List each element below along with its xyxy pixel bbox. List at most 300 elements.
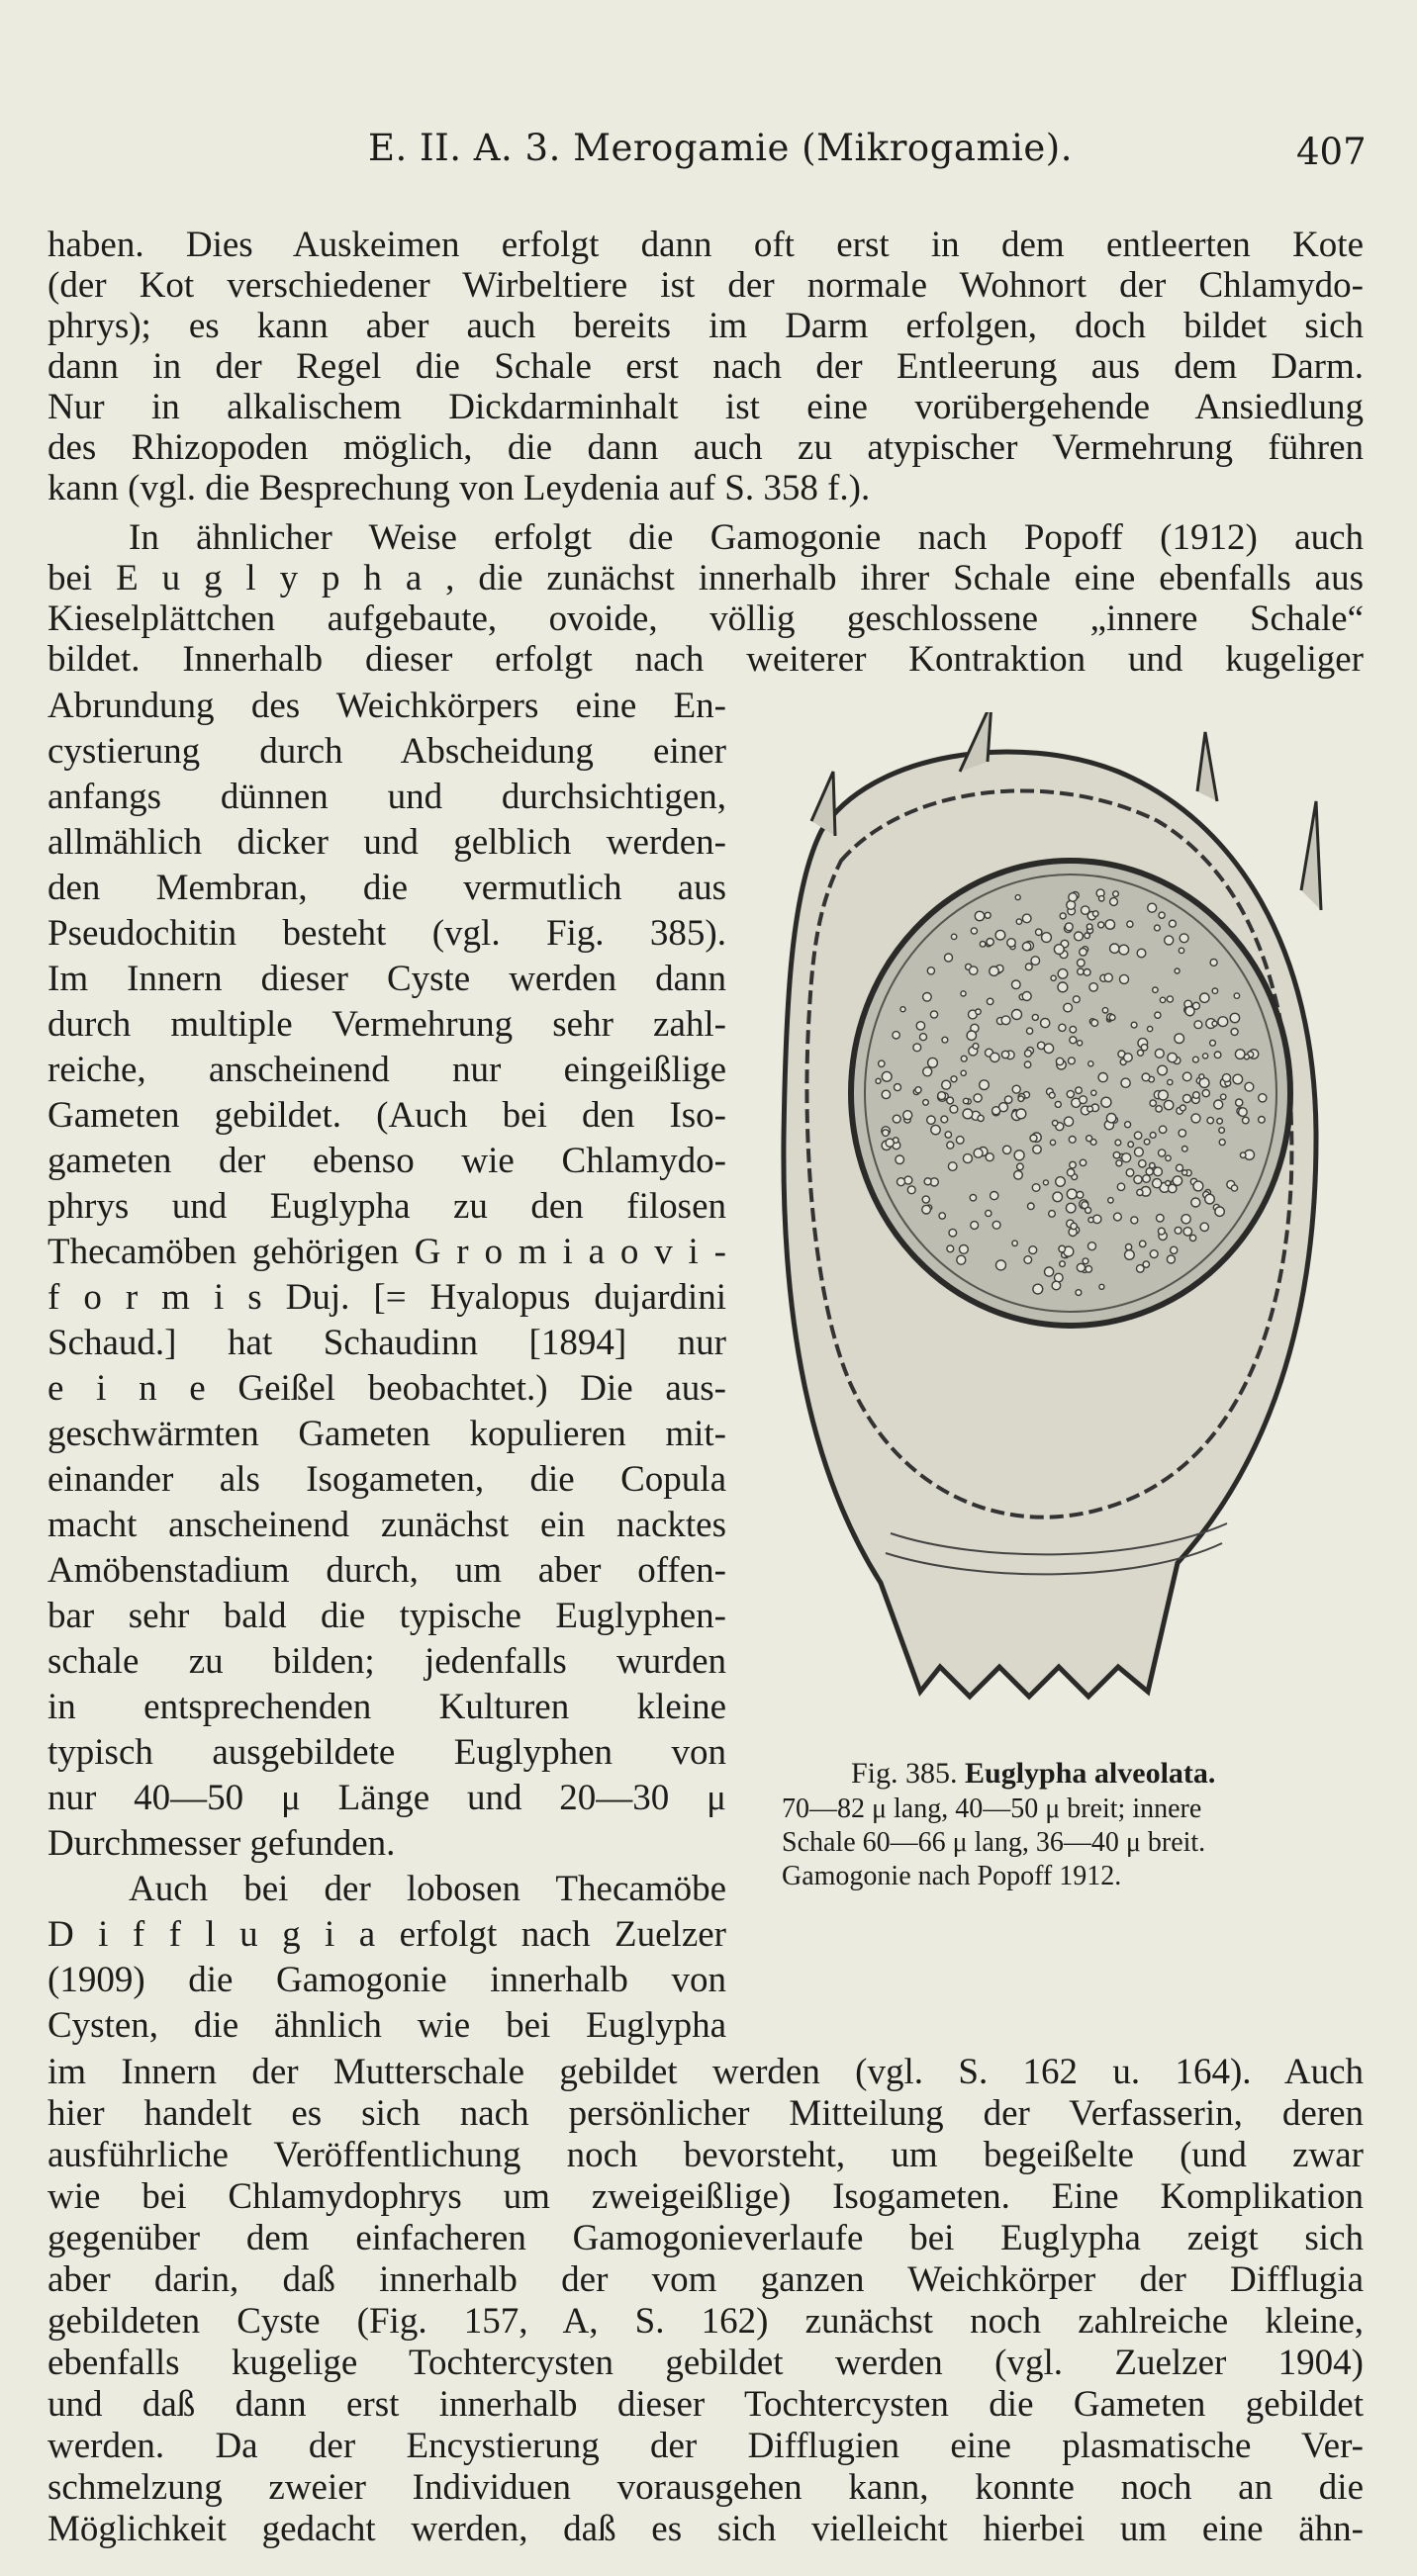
gamete [1014, 1171, 1023, 1180]
gamete [879, 1060, 885, 1066]
gamete [1007, 939, 1015, 947]
gamete [942, 1037, 948, 1043]
gamete [1221, 1094, 1226, 1099]
gamete [1181, 1215, 1190, 1224]
gamete [1175, 1034, 1184, 1044]
gamete [1024, 1256, 1032, 1264]
gamete [1076, 1087, 1083, 1094]
gamete [1259, 1117, 1266, 1124]
gamete [1077, 1191, 1084, 1198]
gamete [1215, 1207, 1224, 1216]
text-line: gameten der ebenso wie Chlamydo- [47, 1142, 726, 1181]
gamete [1078, 960, 1086, 967]
gamete [963, 1109, 973, 1119]
gamete [1084, 969, 1090, 976]
gamete [1085, 933, 1090, 939]
gamete [961, 1070, 966, 1075]
text-line: hier handelt es sich nach persönlicher Mitteilung der Verfasserin, deren [47, 2094, 1364, 2134]
gamete [975, 911, 984, 920]
gamete [961, 1056, 967, 1061]
gamete [1060, 913, 1066, 919]
gamete [1212, 1021, 1217, 1026]
gamete [1018, 1096, 1024, 1102]
gamete [882, 1090, 890, 1098]
gamete [1088, 1242, 1096, 1250]
text-line: In ähnlicher Weise erfolgt die Gamogonie nach Popoff (1912) auch [129, 518, 1364, 558]
text-line: Amöbenstadium durch, um aber offen- [47, 1551, 726, 1591]
gamete [923, 1067, 932, 1076]
gamete [950, 1105, 958, 1113]
gamete [1193, 1057, 1199, 1062]
gamete [986, 1153, 993, 1161]
text-line: nur 40—50 μ Länge und 20—30 μ [47, 1779, 726, 1818]
gamete [1099, 896, 1104, 901]
gamete [928, 1058, 938, 1067]
gamete [1137, 1265, 1145, 1273]
gamete [941, 1116, 948, 1123]
gamete [923, 1100, 929, 1106]
figure-euglypha-illustration [762, 712, 1356, 1731]
text-line: bei E u g l y p h a , die zunächst innerhalb ihrer Schale eine ebenfalls aus [47, 559, 1364, 598]
gamete [1053, 1121, 1058, 1126]
gamete [1086, 1266, 1092, 1273]
gamete [1077, 1263, 1085, 1271]
gamete [1155, 925, 1161, 931]
gamete [1067, 1169, 1074, 1176]
text-line: Schaud.] hat Schaudinn [1894] nur [47, 1324, 726, 1363]
gamete [1022, 943, 1030, 951]
gamete [967, 1031, 976, 1040]
gamete [1045, 1267, 1054, 1276]
gamete [1131, 1022, 1137, 1028]
gamete [930, 1011, 937, 1018]
gamete [882, 1071, 892, 1081]
gamete [1088, 1218, 1093, 1223]
gamete [1116, 1160, 1122, 1166]
page-header [0, 127, 1417, 182]
gamete [1070, 1161, 1077, 1168]
gamete [1101, 1097, 1111, 1107]
gamete [1086, 1207, 1091, 1213]
gamete [1125, 1250, 1135, 1260]
gamete [987, 939, 993, 946]
gamete [1159, 912, 1165, 918]
gamete [1089, 983, 1097, 991]
gamete [1067, 1090, 1074, 1097]
gamete [1022, 914, 1031, 923]
species-name: Euglypha alveolata. [965, 1757, 1216, 1790]
gamete [924, 1178, 931, 1185]
gamete [1153, 987, 1158, 992]
gamete [1135, 1148, 1144, 1156]
gamete [1128, 1142, 1134, 1148]
gamete [1180, 934, 1188, 943]
gamete [1042, 933, 1052, 943]
text-line: ausführliche Veröffentlichung noch bevorsteht, um begeißelte (und zwar [47, 2136, 1364, 2175]
gamete [1113, 891, 1119, 897]
figure-caption-line: Schale 60—66 μ lang, 36—40 μ breit. [782, 1827, 1206, 1858]
gamete [1012, 1010, 1022, 1020]
gamete [896, 1155, 904, 1164]
gamete [1148, 1027, 1153, 1032]
gamete [980, 1080, 990, 1090]
gamete [1078, 968, 1084, 974]
gamete [913, 1044, 921, 1052]
gamete [991, 1192, 998, 1200]
gamete [920, 1034, 927, 1041]
gamete [1076, 1290, 1082, 1296]
gamete [1060, 1261, 1066, 1267]
gamete [949, 1229, 957, 1237]
text-line: Durchmesser gefunden. [47, 1824, 396, 1864]
gamete [1044, 1044, 1053, 1053]
gamete [1233, 1074, 1243, 1084]
gamete [1214, 1052, 1221, 1058]
gamete [1230, 1013, 1239, 1022]
gamete [1056, 1177, 1066, 1187]
gamete [986, 1210, 992, 1216]
gamete [1059, 1245, 1066, 1252]
gamete [1110, 898, 1118, 906]
text-line: gegenüber dem einfacheren Gamogonieverlaufe bei Euglypha zeigt sich [47, 2219, 1364, 2258]
text-line: schale zu bilden; jedenfalls wurden [47, 1642, 726, 1682]
gamete [957, 1255, 966, 1264]
gamete [1126, 1169, 1134, 1177]
gamete [1155, 1012, 1161, 1018]
gamete [1190, 1235, 1196, 1241]
gamete [1086, 1136, 1092, 1142]
gamete [927, 1116, 935, 1124]
gamete [1160, 997, 1165, 1002]
text-line: haben. Dies Auskeimen erfolgt dann oft erst in dem entleerten Kote [47, 226, 1364, 265]
gamete [1125, 1122, 1131, 1128]
gamete [1146, 1168, 1153, 1175]
gamete [942, 1080, 951, 1089]
gamete [945, 1132, 951, 1138]
text-line: kann (vgl. die Besprechung von Leydenia auf S. 358 f.). [47, 469, 871, 508]
gamete [883, 1130, 890, 1137]
gamete [1122, 1153, 1131, 1162]
gamete [922, 1196, 929, 1203]
gamete [931, 1125, 940, 1134]
figure-caption-title [851, 1757, 1215, 1791]
text-line: geschwärmten Gameten kopulieren mit- [47, 1415, 726, 1454]
gamete [1058, 982, 1068, 992]
gamete [1167, 996, 1173, 1002]
gamete [1016, 1109, 1026, 1119]
text-line: Auch bei der lobosen Thecamöbe [129, 1870, 726, 1909]
gamete [1155, 1050, 1164, 1058]
gamete [1165, 936, 1174, 945]
gamete [1218, 1017, 1228, 1027]
gamete [895, 1084, 901, 1091]
gamete [927, 967, 934, 974]
gamete [1051, 975, 1056, 980]
gamete [1014, 1150, 1024, 1160]
gamete [1244, 1055, 1249, 1059]
text-line: wie bei Chlamydophrys um zweigeißlige) Isogameten. Eine Komplikation [47, 2177, 1364, 2217]
gamete [1054, 945, 1064, 955]
gamete [987, 998, 992, 1004]
gamete [1030, 1135, 1037, 1142]
gamete [1022, 992, 1031, 1001]
gamete [1043, 1180, 1048, 1185]
gamete [1028, 1203, 1035, 1210]
gamete [1177, 1164, 1183, 1171]
gamete [1259, 1094, 1267, 1102]
gamete [1027, 1028, 1033, 1034]
gamete [1154, 1167, 1163, 1176]
gamete [1175, 1227, 1181, 1234]
gamete [1056, 1058, 1063, 1064]
page-number: 407 [1296, 131, 1367, 173]
gamete [1150, 1133, 1156, 1139]
gamete [1193, 1181, 1203, 1191]
gamete [970, 966, 978, 974]
gamete [1109, 1015, 1115, 1021]
gamete [1001, 1051, 1008, 1058]
gamete [897, 1178, 905, 1186]
gamete [1083, 1258, 1088, 1264]
gamete [1179, 948, 1183, 953]
gamete [1239, 1108, 1248, 1117]
gamete [1092, 911, 1098, 917]
gamete [1150, 1163, 1155, 1168]
gamete [1182, 1147, 1188, 1152]
text-line: einander als Isogameten, die Copula [47, 1460, 726, 1500]
gamete [945, 954, 953, 962]
gamete [956, 1137, 964, 1145]
gamete [1091, 1020, 1098, 1027]
text-line: bar sehr bald die typische Euglyphen- [47, 1597, 726, 1636]
shell-spine [1301, 801, 1321, 910]
gamete [1157, 1215, 1165, 1223]
gamete [1231, 1185, 1237, 1191]
gamete [1124, 1054, 1133, 1062]
gamete [1058, 969, 1068, 979]
gamete [1131, 1217, 1138, 1224]
gamete [923, 993, 932, 1002]
gamete [1199, 1074, 1204, 1079]
gamete [1175, 968, 1180, 973]
gamete [992, 1221, 1000, 1229]
text-line: phrys und Euglypha zu den filosen [47, 1187, 726, 1227]
gamete [1210, 959, 1217, 966]
figure-caption-line: 70—82 μ lang, 40—50 μ breit; innere [782, 1794, 1202, 1824]
gamete [1098, 1073, 1107, 1082]
gamete [1049, 1092, 1055, 1098]
gamete [1114, 1213, 1122, 1221]
text-line: aber darin, daß innerhalb der vom ganzen Weichkörper der Difflugia [47, 2260, 1364, 2300]
gamete [1191, 1114, 1200, 1123]
gamete [947, 1142, 954, 1149]
text-line: D i f f l u g i a erfolgt nach Zuelzer [47, 1915, 726, 1955]
gamete [1078, 1041, 1083, 1046]
gamete [1031, 957, 1040, 966]
gamete [960, 1245, 969, 1254]
gamete [1080, 949, 1087, 957]
gamete [922, 1205, 931, 1214]
text-line: reiche, anscheinend nur eingeißlige [47, 1051, 726, 1090]
gamete [1169, 1184, 1177, 1192]
gamete [951, 934, 956, 939]
gamete [963, 1098, 968, 1103]
gamete [1191, 1198, 1200, 1207]
gamete [1015, 895, 1020, 900]
gamete [948, 1162, 957, 1171]
gamete [1219, 1128, 1225, 1134]
gamete [903, 1111, 912, 1120]
text-line: anfangs dünnen und durchsichtigen, [47, 778, 726, 817]
gamete [1164, 1100, 1173, 1109]
gamete [916, 1022, 924, 1030]
gamete [1139, 1160, 1146, 1167]
gamete [1200, 1223, 1208, 1231]
figure-caption-line: Gamogonie nach Popoff 1912. [782, 1861, 1122, 1891]
gamete [1185, 1007, 1194, 1016]
gamete [1108, 1198, 1113, 1203]
gamete [1148, 903, 1157, 912]
gamete [1029, 1246, 1037, 1254]
text-line: schmelzung zweier Individuen vorausgehen kann, konnte noch an die [47, 2468, 1364, 2508]
gamete [1158, 1228, 1165, 1235]
gamete [1001, 1016, 1010, 1025]
gamete [947, 1097, 954, 1104]
gamete [1003, 1146, 1011, 1153]
gamete [1134, 1132, 1141, 1139]
gamete [1223, 1074, 1231, 1082]
gamete [990, 966, 998, 975]
text-line: Gameten gebildet. (Auch bei den Iso- [47, 1096, 726, 1136]
gamete [1080, 1096, 1087, 1104]
text-line: macht anscheinend zunächst ein nacktes [47, 1506, 726, 1545]
gamete [1104, 973, 1112, 981]
text-line: e i n e Geißel beobachtet.) Die aus- [47, 1369, 726, 1409]
gamete [1166, 1155, 1171, 1160]
gamete [991, 1053, 999, 1061]
text-line: phrys); es kann aber auch bereits im Darm erfolgen, doch bildet sich [47, 307, 1364, 346]
gamete [951, 1076, 957, 1082]
gamete [876, 1078, 881, 1083]
gamete [939, 1213, 945, 1219]
gamete [978, 1115, 984, 1121]
euglypha-drawing [762, 712, 1356, 1731]
gamete [1141, 1045, 1147, 1051]
gamete [1231, 1029, 1238, 1036]
gamete [1193, 1092, 1200, 1099]
gamete [985, 912, 991, 918]
gamete [886, 1139, 894, 1147]
text-line: durch multiple Vermehrung sehr zahl- [47, 1005, 726, 1045]
gamete [1210, 1040, 1216, 1046]
gamete [971, 1222, 979, 1230]
gamete [893, 1032, 899, 1039]
gamete [1235, 1050, 1245, 1059]
gamete [995, 930, 1005, 940]
gamete [1106, 1114, 1115, 1123]
gamete [1182, 1170, 1187, 1175]
gamete [1219, 1140, 1225, 1146]
gamete [1071, 1223, 1077, 1229]
text-line: Cysten, die ähnlich wie bei Euglypha [47, 2006, 726, 2046]
gamete [1159, 1090, 1169, 1100]
gamete [1168, 1053, 1177, 1061]
gamete [1093, 1215, 1101, 1223]
gamete [980, 942, 986, 948]
text-line: Thecamöben gehörigen G r o m i a o v i - [47, 1233, 726, 1272]
text-line: (der Kot verschiedener Wirbeltiere ist der normale Wohnort der Chlamydo- [47, 266, 1364, 306]
gamete [971, 928, 977, 934]
gamete [907, 1186, 915, 1194]
gamete [1086, 924, 1092, 930]
shell-spine [1197, 732, 1217, 801]
gamete [1119, 945, 1129, 955]
gamete [1025, 1050, 1032, 1057]
gamete [1087, 1106, 1093, 1112]
gamete [1075, 932, 1084, 941]
gamete [1102, 1008, 1107, 1013]
text-line: Pseudochitin besteht (vgl. Fig. 385). [47, 914, 726, 954]
gamete [1064, 1117, 1073, 1126]
text-line: cystierung durch Abscheidung einer [47, 732, 726, 772]
gamete [1070, 1026, 1077, 1033]
gamete [1070, 1037, 1077, 1044]
gamete [1073, 996, 1080, 1003]
text-line: im Innern der Mutterschale gebildet werden (vgl. S. 162 u. 164). Auch [47, 2053, 1364, 2092]
gamete [1036, 929, 1042, 935]
gamete [1168, 1079, 1173, 1084]
gamete [961, 991, 966, 996]
gamete [1105, 920, 1114, 929]
text-line: und daß dann erst innerhalb dieser Tochtercysten die Gameten gebildet [47, 2385, 1364, 2425]
gamete [1049, 1211, 1056, 1218]
gamete [1183, 1228, 1191, 1236]
gamete [1127, 921, 1133, 927]
gamete [1098, 922, 1104, 928]
gamete [1159, 1126, 1166, 1133]
text-line: in entsprechenden Kulturen kleine [47, 1688, 726, 1727]
text-line: typisch ausgebildete Euglyphen von [47, 1733, 726, 1773]
gamete [1137, 949, 1146, 958]
gamete [900, 1007, 905, 1012]
gamete [996, 1260, 1006, 1270]
gamete [1033, 1284, 1043, 1294]
gamete [1052, 1281, 1061, 1290]
gamete [1024, 1061, 1030, 1067]
text-line: Nur in alkalischem Dickdarminhalt ist eine vorübergehende Ansiedlung [47, 388, 1364, 427]
gamete [1069, 1058, 1076, 1064]
gamete [1171, 1246, 1178, 1253]
gamete [1150, 1250, 1158, 1258]
gamete [915, 1087, 921, 1093]
gamete [1214, 1100, 1223, 1109]
text-line: bildet. Innerhalb dieser erfolgt nach weiterer Kontraktion und kugeliger [47, 640, 1364, 680]
gamete [1194, 1021, 1202, 1029]
gamete [976, 1009, 981, 1014]
gamete [992, 1107, 1000, 1115]
gamete [1217, 1119, 1223, 1125]
text-line: Abrundung des Weichkörpers eine En- [47, 687, 726, 726]
gamete [1041, 1019, 1050, 1028]
gamete [1025, 964, 1032, 970]
gamete [1066, 1203, 1076, 1213]
gamete [1200, 993, 1209, 1002]
gamete [1099, 1284, 1104, 1289]
gamete [974, 1094, 982, 1102]
gamete [1159, 1150, 1166, 1156]
gamete [1032, 1184, 1040, 1192]
gamete [1064, 1003, 1073, 1012]
